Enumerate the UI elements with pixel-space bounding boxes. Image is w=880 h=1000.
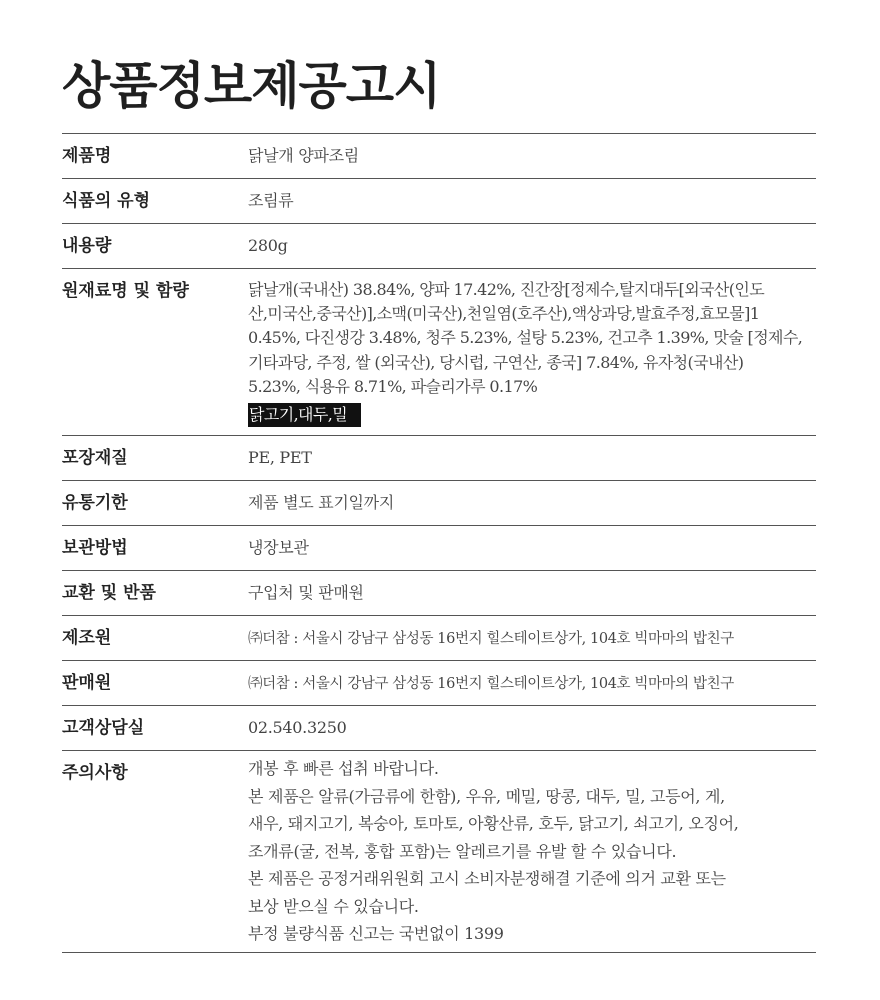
manufacturer-label: 제조원	[62, 628, 112, 649]
caution-value	[248, 751, 816, 952]
ingredients-line: 기타과당, 주정, 쌀 (외국산), 당시럽, 구연산, 종국] 7.84%, 유자청(국내산)	[248, 352, 744, 372]
manufacturer-value: ㈜더참 : 서울시 강남구 삼성동 16번지 힐스테이트상가, 104호 빅마마의 밥친구	[248, 631, 734, 648]
product-info-table	[62, 133, 816, 953]
caution-line: 본 제품은 공정거래위원회 고시 소비자분쟁해결 기준에 의거 교환 또는	[248, 869, 726, 889]
volume-label: 내용량	[62, 236, 112, 256]
storage-value: 냉장보관	[248, 538, 309, 558]
caution-line: 부정 불량식품 신고는 국번없이 1399	[248, 924, 504, 944]
caution-line: 조개류(굴, 전복, 홍합 포함)는 알레르기를 유발 할 수 있습니다.	[248, 841, 677, 861]
product-name-value: 닭날개 양파조림	[248, 146, 359, 165]
caution-line: 개봉 후 빠른 섭취 바랍니다.	[248, 759, 439, 779]
customer-center-value: 02.540.3250	[248, 718, 347, 738]
ingredients-line: 산,미국산,중국산)],소맥(미국산),천일염(호주산),액상과당,발효주정,효모물]1	[248, 304, 760, 324]
table-row	[62, 224, 816, 269]
ingredients-line: 닭날개(국내산) 38.84%, 양파 17.42%, 진간장[정제수,탈지대두[외국산(인도	[248, 280, 765, 299]
ingredients-line: 5.23%, 식용유 8.71%, 파슬리가루 0.17%	[248, 376, 538, 396]
customer-center-label: 고객상담실	[62, 718, 145, 739]
ingredients-value	[248, 269, 816, 435]
page-title: 상품정보제공고시	[62, 56, 441, 115]
table-row	[62, 706, 816, 751]
table-row	[62, 269, 816, 436]
ingredients-label: 원재료명 및 함량	[62, 281, 189, 301]
allergen-badge: 닭고기,대두,밀	[248, 403, 361, 427]
seller-value: ㈜더참 : 서울시 강남구 삼성동 16번지 힐스테이트상가, 104호 빅마마의 밥친구	[248, 676, 734, 693]
table-row	[62, 616, 816, 661]
expiry-label: 유통기한	[62, 493, 128, 514]
table-row	[62, 481, 816, 526]
table-row	[62, 526, 816, 571]
table-row	[62, 436, 816, 481]
storage-label: 보관방법	[62, 538, 128, 559]
product-name-label: 제품명	[62, 146, 112, 166]
table-row	[62, 179, 816, 224]
ingredients-line: 0.45%, 다진생강 3.48%, 청주 5.23%, 설탕 5.23%, 건고추 1.39%, 맛술 [정제수,	[248, 328, 803, 348]
exchange-label: 교환 및 반품	[62, 583, 156, 604]
volume-value: 280g	[248, 236, 288, 255]
expiry-value: 제품 별도 표기일까지	[248, 493, 394, 513]
caution-label: 주의사항	[62, 763, 128, 784]
table-row	[62, 661, 816, 706]
table-row	[62, 134, 816, 179]
caution-line: 새우, 돼지고기, 복숭아, 토마토, 아황산류, 호두, 닭고기, 쇠고기, 오징어,	[248, 814, 739, 834]
table-row	[62, 751, 816, 953]
food-type-label: 식품의 유형	[62, 191, 151, 211]
seller-label: 판매원	[62, 673, 112, 694]
packaging-value: PE, PET	[248, 448, 312, 468]
exchange-value: 구입처 및 판매원	[248, 583, 364, 603]
caution-line: 본 제품은 알류(가금류에 한함), 우유, 메밀, 땅콩, 대두, 밀, 고등어, 게,	[248, 786, 725, 806]
product-info-notice	[62, 0, 816, 953]
caution-line: 보상 받으실 수 있습니다.	[248, 896, 419, 916]
packaging-label: 포장재질	[62, 448, 128, 469]
food-type-value: 조림류	[248, 191, 294, 210]
table-row	[62, 571, 816, 616]
